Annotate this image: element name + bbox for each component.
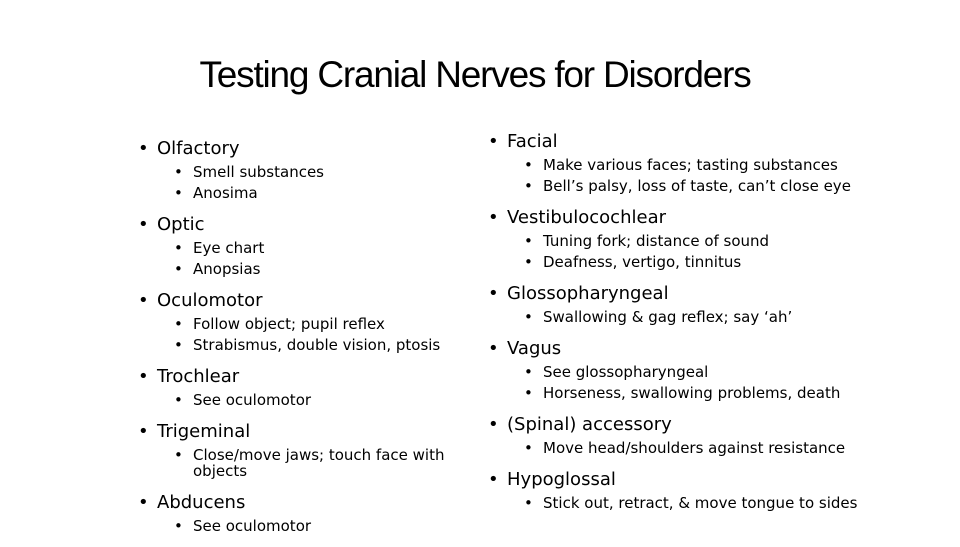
nerve-item [138,366,468,408]
nerve-name-bullet [138,214,468,236]
bullet-icon: • [174,163,183,181]
right-column [488,131,868,524]
bullet-icon: • [524,156,533,174]
bullet-icon: • [174,239,183,257]
detail-bullet [138,185,468,201]
bullet-icon: • [488,283,499,304]
nerve-item [138,214,468,277]
nerve-details [138,240,468,277]
detail-text: Follow object; pupil reflex [193,315,385,333]
bullet-icon: • [138,421,149,442]
detail-bullet [138,447,468,479]
nerve-name: (Spinal) accessory [507,414,672,435]
nerve-item [138,290,468,353]
nerve-name: Oculomotor [157,290,263,311]
detail-text: Deafness, vertigo, tinnitus [543,253,742,271]
bullet-icon: • [524,177,533,195]
detail-bullet [488,309,868,325]
nerve-details [488,440,868,456]
nerve-item [488,338,868,401]
detail-text: Eye chart [193,239,265,257]
bullet-icon: • [488,469,499,490]
detail-bullet [488,440,868,456]
detail-text: See oculomotor [193,391,312,409]
bullet-icon: • [524,439,533,457]
nerve-item [488,283,868,325]
bullet-icon: • [174,260,183,278]
detail-text: See glossopharyngeal [543,363,709,381]
nerve-details [488,233,868,270]
nerve-details [138,447,468,479]
detail-bullet [138,337,468,353]
bullet-icon: • [524,232,533,250]
bullet-icon: • [174,391,183,409]
bullet-icon: • [138,492,149,513]
nerve-details [138,518,468,534]
bullet-icon: • [174,184,183,202]
nerve-name: Trigeminal [157,421,251,442]
slide-title: Testing Cranial Nerves for Disorders [199,54,751,95]
nerve-item [138,492,468,534]
detail-bullet [138,518,468,534]
bullet-icon: • [488,207,499,228]
nerve-name-bullet [488,414,868,436]
detail-text: Stick out, retract, & move tongue to sides [543,494,858,512]
nerve-item [138,138,468,201]
bullet-icon: • [138,366,149,387]
nerve-name: Vagus [507,338,562,359]
detail-text: See oculomotor [193,517,312,535]
nerve-name: Hypoglossal [507,469,616,490]
nerve-name: Vestibulocochlear [507,207,666,228]
nerve-name-bullet [488,469,868,491]
nerve-item [488,207,868,270]
bullet-icon: • [488,131,499,152]
nerve-name-bullet [138,421,468,443]
detail-text: Horseness, swallowing problems, death [543,384,841,402]
nerve-details [138,316,468,353]
nerve-name-bullet [488,131,868,153]
nerve-details [488,364,868,401]
nerve-name: Glossopharyngeal [507,283,669,304]
nerve-name: Abducens [157,492,246,513]
nerve-name: Trochlear [157,366,240,387]
nerve-name: Facial [507,131,558,152]
detail-text: Anosima [193,184,258,202]
nerve-name-bullet [138,290,468,312]
detail-bullet [138,316,468,332]
bullet-icon: • [174,336,183,354]
bullet-icon: • [138,214,149,235]
nerve-name-bullet [138,492,468,514]
detail-bullet [138,240,468,256]
detail-text: Anopsias [193,260,261,278]
detail-bullet [488,233,868,249]
detail-bullet [488,385,868,401]
nerve-details [488,309,868,325]
detail-text: Tuning fork; distance of sound [543,232,770,250]
nerve-name-bullet [488,338,868,360]
detail-text: Bell’s palsy, loss of taste, can’t close eye [543,177,851,195]
bullet-icon: • [524,253,533,271]
nerve-name-bullet [138,366,468,388]
detail-text: Move head/shoulders against resistance [543,439,846,457]
nerve-details [138,164,468,201]
detail-bullet [488,254,868,270]
detail-bullet [488,495,868,511]
detail-text: Swallowing & gag reflex; say ‘ah’ [543,308,793,326]
detail-bullet [488,178,868,194]
left-column [138,138,468,547]
detail-bullet [138,261,468,277]
nerve-item [488,469,868,511]
bullet-icon: • [524,494,533,512]
nerve-details [488,157,868,194]
bullet-icon: • [174,446,183,464]
nerve-name: Olfactory [157,138,240,159]
bullet-icon: • [488,338,499,359]
nerve-item [138,421,468,479]
detail-text: Smell substances [193,163,324,181]
nerve-details [138,392,468,408]
bullet-icon: • [174,517,183,535]
bullet-icon: • [488,414,499,435]
bullet-icon: • [174,315,183,333]
detail-bullet [488,157,868,173]
nerve-name-bullet [488,283,868,305]
bullet-icon: • [524,308,533,326]
nerve-name: Optic [157,214,205,235]
nerve-details [488,495,868,511]
nerve-item [488,414,868,456]
nerve-item [488,131,868,194]
bullet-icon: • [524,363,533,381]
detail-text: Strabismus, double vision, ptosis [193,336,441,354]
detail-bullet [488,364,868,380]
bullet-icon: • [138,290,149,311]
bullet-icon: • [524,384,533,402]
detail-bullet [138,164,468,180]
detail-bullet [138,392,468,408]
nerve-name-bullet [488,207,868,229]
bullet-icon: • [138,138,149,159]
detail-text: Close/move jaws; touch face with objects [193,446,445,480]
nerve-name-bullet [138,138,468,160]
detail-text: Make various faces; tasting substances [543,156,838,174]
